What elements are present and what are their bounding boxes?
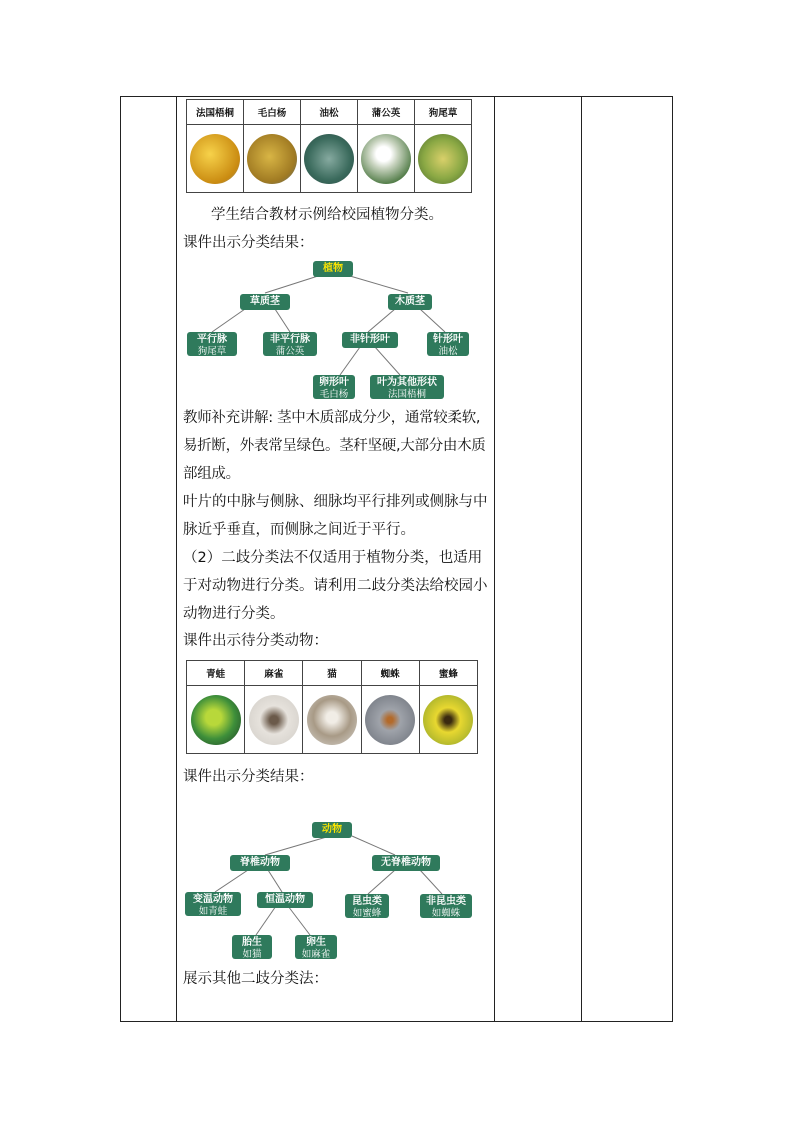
ovate-leaf-node [313,375,355,399]
parallel-vein-node [187,332,237,356]
frog-photo [191,695,241,745]
node-title: 平行脉 [197,334,227,345]
animal-header: 青蛙 [187,661,245,686]
animal-image-table [186,660,478,754]
node-example: 油松 [438,346,458,357]
viviparous-node [232,935,272,959]
woody-stem-node: 木质茎 [388,294,432,310]
node-title: 胎生 [242,937,262,948]
sparrow-photo [249,695,299,745]
bee-photo [423,695,473,745]
node-example: 如猫 [242,949,262,960]
coldblooded-node [185,892,241,916]
animal-header: 蜜蜂 [419,661,477,686]
herb-stem-node: 草质茎 [240,294,290,310]
plant-header: 油松 [301,100,358,125]
node-example: 狗尾草 [197,346,227,357]
other-leaf-node [370,375,444,399]
node-title: 非昆虫类 [426,896,466,907]
spider-photo [365,695,415,745]
paragraph: 教师补充讲解: 茎中木质部成分少，通常较柔软,易折断，外表常呈绿色。茎秆坚硬,大部分由木质部组成。 [183,410,486,482]
vertebrate-node: 脊椎动物 [230,855,290,871]
node-title: 叶为其他形状 [377,377,437,388]
cat-photo [307,695,357,745]
node-example: 如蜘蛛 [431,908,461,919]
node-example: 如青蛙 [198,906,228,917]
node-example: 法国梧桐 [387,389,426,400]
plant-header: 法国梧桐 [187,100,244,125]
node-title: 卵生 [306,937,326,948]
paragraph: （2）二歧分类法不仅适用于植物分类，也适用于对动物进行分类。请利用二歧分类法给校园小动物进行分类。 [183,550,488,622]
node-title: 变温动物 [193,894,233,905]
paragraph: 展示其他二歧分类法： [183,971,328,987]
paragraph: 课件出示待分类动物： [183,633,328,649]
node-example: 蒲公英 [275,346,305,357]
animal-header: 蜘蛛 [361,661,419,686]
nonparallel-vein-node [263,332,317,356]
node-title: 昆虫类 [352,896,382,907]
plant-header: 蒲公英 [358,100,415,125]
animal-header: 麻雀 [245,661,303,686]
animal-root-node: 动物 [312,822,352,838]
paragraph: 叶片的中脉与侧脉、细脉均平行排列或侧脉与中脉近乎垂直，而侧脉之间近于平行。 [183,494,488,538]
plant-root-node: 植物 [313,261,353,277]
paragraph: 课件出示分类结果： [183,235,314,251]
plant-header: 狗尾草 [415,100,472,125]
oviparous-node [295,935,337,959]
animal-header: 猫 [303,661,361,686]
node-example: 毛白杨 [319,389,349,400]
paragraph: 课件出示分类结果： [183,769,314,785]
needle-leaf-node [427,332,469,356]
node-title: 卵形叶 [319,377,349,388]
node-example: 如麻雀 [301,949,331,960]
node-title: 非平行脉 [270,334,310,345]
node-title: 针形叶 [433,334,463,345]
invertebrate-node: 无脊椎动物 [372,855,440,871]
noninsect-node [420,894,472,918]
node-example: 如蜜蜂 [352,908,382,919]
paragraph: 学生结合教材示例给校园植物分类。 [211,207,443,223]
insect-node [345,894,389,918]
warmblooded-node: 恒温动物 [257,892,313,908]
plant-header: 毛白杨 [244,100,301,125]
nonneedle-leaf-node: 非针形叶 [342,332,398,348]
